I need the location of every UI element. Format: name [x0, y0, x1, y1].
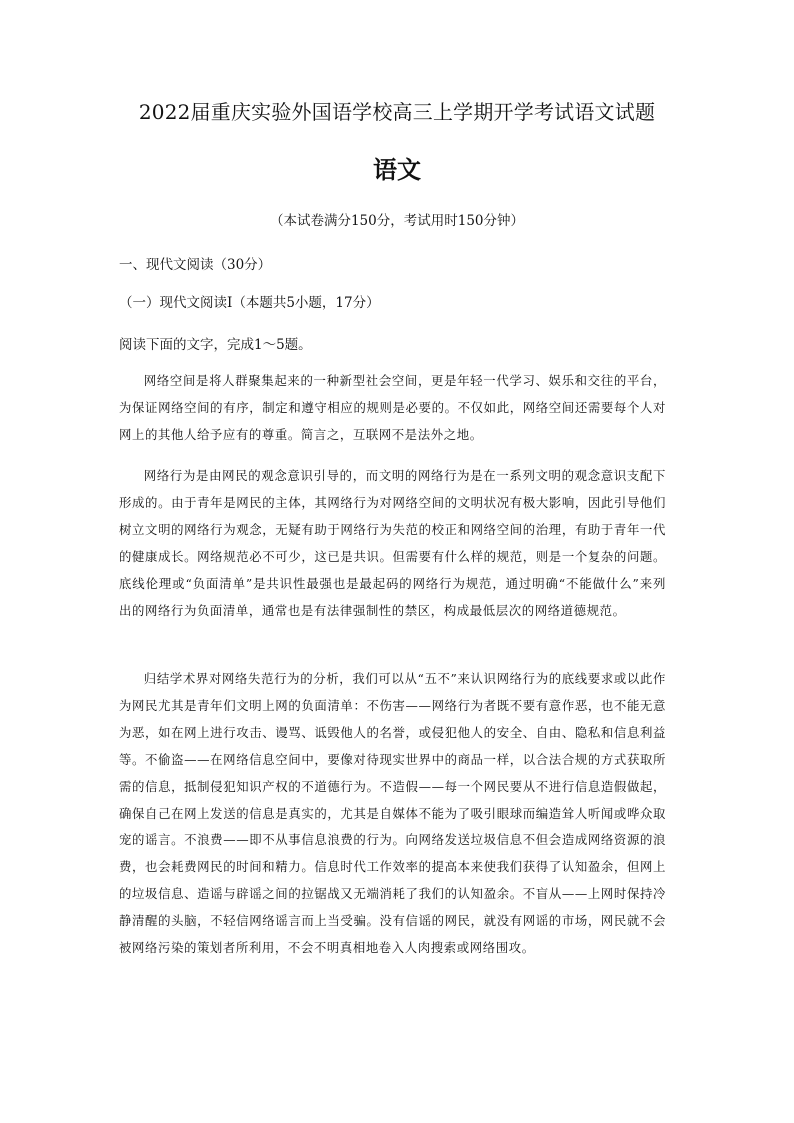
- section-heading: 一、现代文阅读（30分）: [119, 257, 272, 273]
- subject-heading: 语文: [373, 155, 421, 184]
- reading-instruction: 阅读下面的文字，完成1～5题。: [119, 337, 312, 353]
- passage-paragraph-1: 网络空间是将人群聚集起来的一种新型社会空间，更是年轻一代学习、娱乐和交往的平台，为保证网络空间的有序，制定和遵守相应的规则是必要的。不仅如此，网络空间还需要每个人对网上的其他人给予应有的尊重。简言之，互联网不是法外之地。: [119, 373, 666, 442]
- exam-note: （本试卷满分150分，考试用时150分钟）: [269, 213, 525, 229]
- document-title: 2022届重庆实验外国语学校高三上学期开学考试语文试题: [138, 100, 656, 124]
- subsection-heading: （一）现代文阅读Ⅰ（本题共5小题，17分）: [119, 295, 380, 311]
- passage-paragraph-2: 网络行为是由网民的观念意识引导的，而文明的网络行为是在一系列文明的观念意识支配下形成的。由于青年是网民的主体，其网络行为对网络空间的文明状况有极大影响，因此引导他们树立文明的网络行为观念，无疑有助于网络行为失范的校正和网络空间的治理，有助于青年一代的健康成长。网络规范必不可少，这已是共识。但需要有什么样的规范，则是一个复杂的问题。底线伦理或“负面清单”是共识性最强也是最起码的网络行为规范，通过明确“不能做什么”来列出的网络行为负面清单，通常也是有法律强制性的禁区，构成最低层次的网络道德规范。: [119, 468, 666, 618]
- passage-paragraph-3: 归结学术界对网络失范行为的分析，我们可以从“五不”来认识网络行为的底线要求或以此作为网民尤其是青年们文明上网的负面清单：不伤害——网络行为者既不要有意作恶，也不能无意为恶，如在网上进行攻击、谩骂、诋毁他人的名誉，或侵犯他人的安全、自由、隐私和信息利益等。不偷盗——在网络信息空间中，要像对待现实世界中的商品一样，以合法合规的方式获取所需的信息，抵制侵犯知识产权的不道德行为。不造假——每一个网民要从不进行信息造假做起，确保自己在网上发送的信息是真实的，尤其是自媒体不能为了吸引眼球而编造耸人听闻或哗众取宠的谣言。不浪费——即不从事信息浪费的行为。向网络发送垃圾信息不但会造成网络资源的浪费，也会耗费网民的时间和精力。信息时代工作效率的提高本来使我们获得了认知盈余，但网上的垃圾信息、造谣与辟谣之间的拉锯战又无端消耗了我们的认知盈余。不盲从——上网时保持冷静清醒的头脑，不轻信网络谣言而上当受骗。没有信谣的网民，就没有网谣的市场，网民就不会被网络污染的策划者所利用，不会不明真相地卷入人肉搜索或网络围攻。: [119, 671, 666, 956]
